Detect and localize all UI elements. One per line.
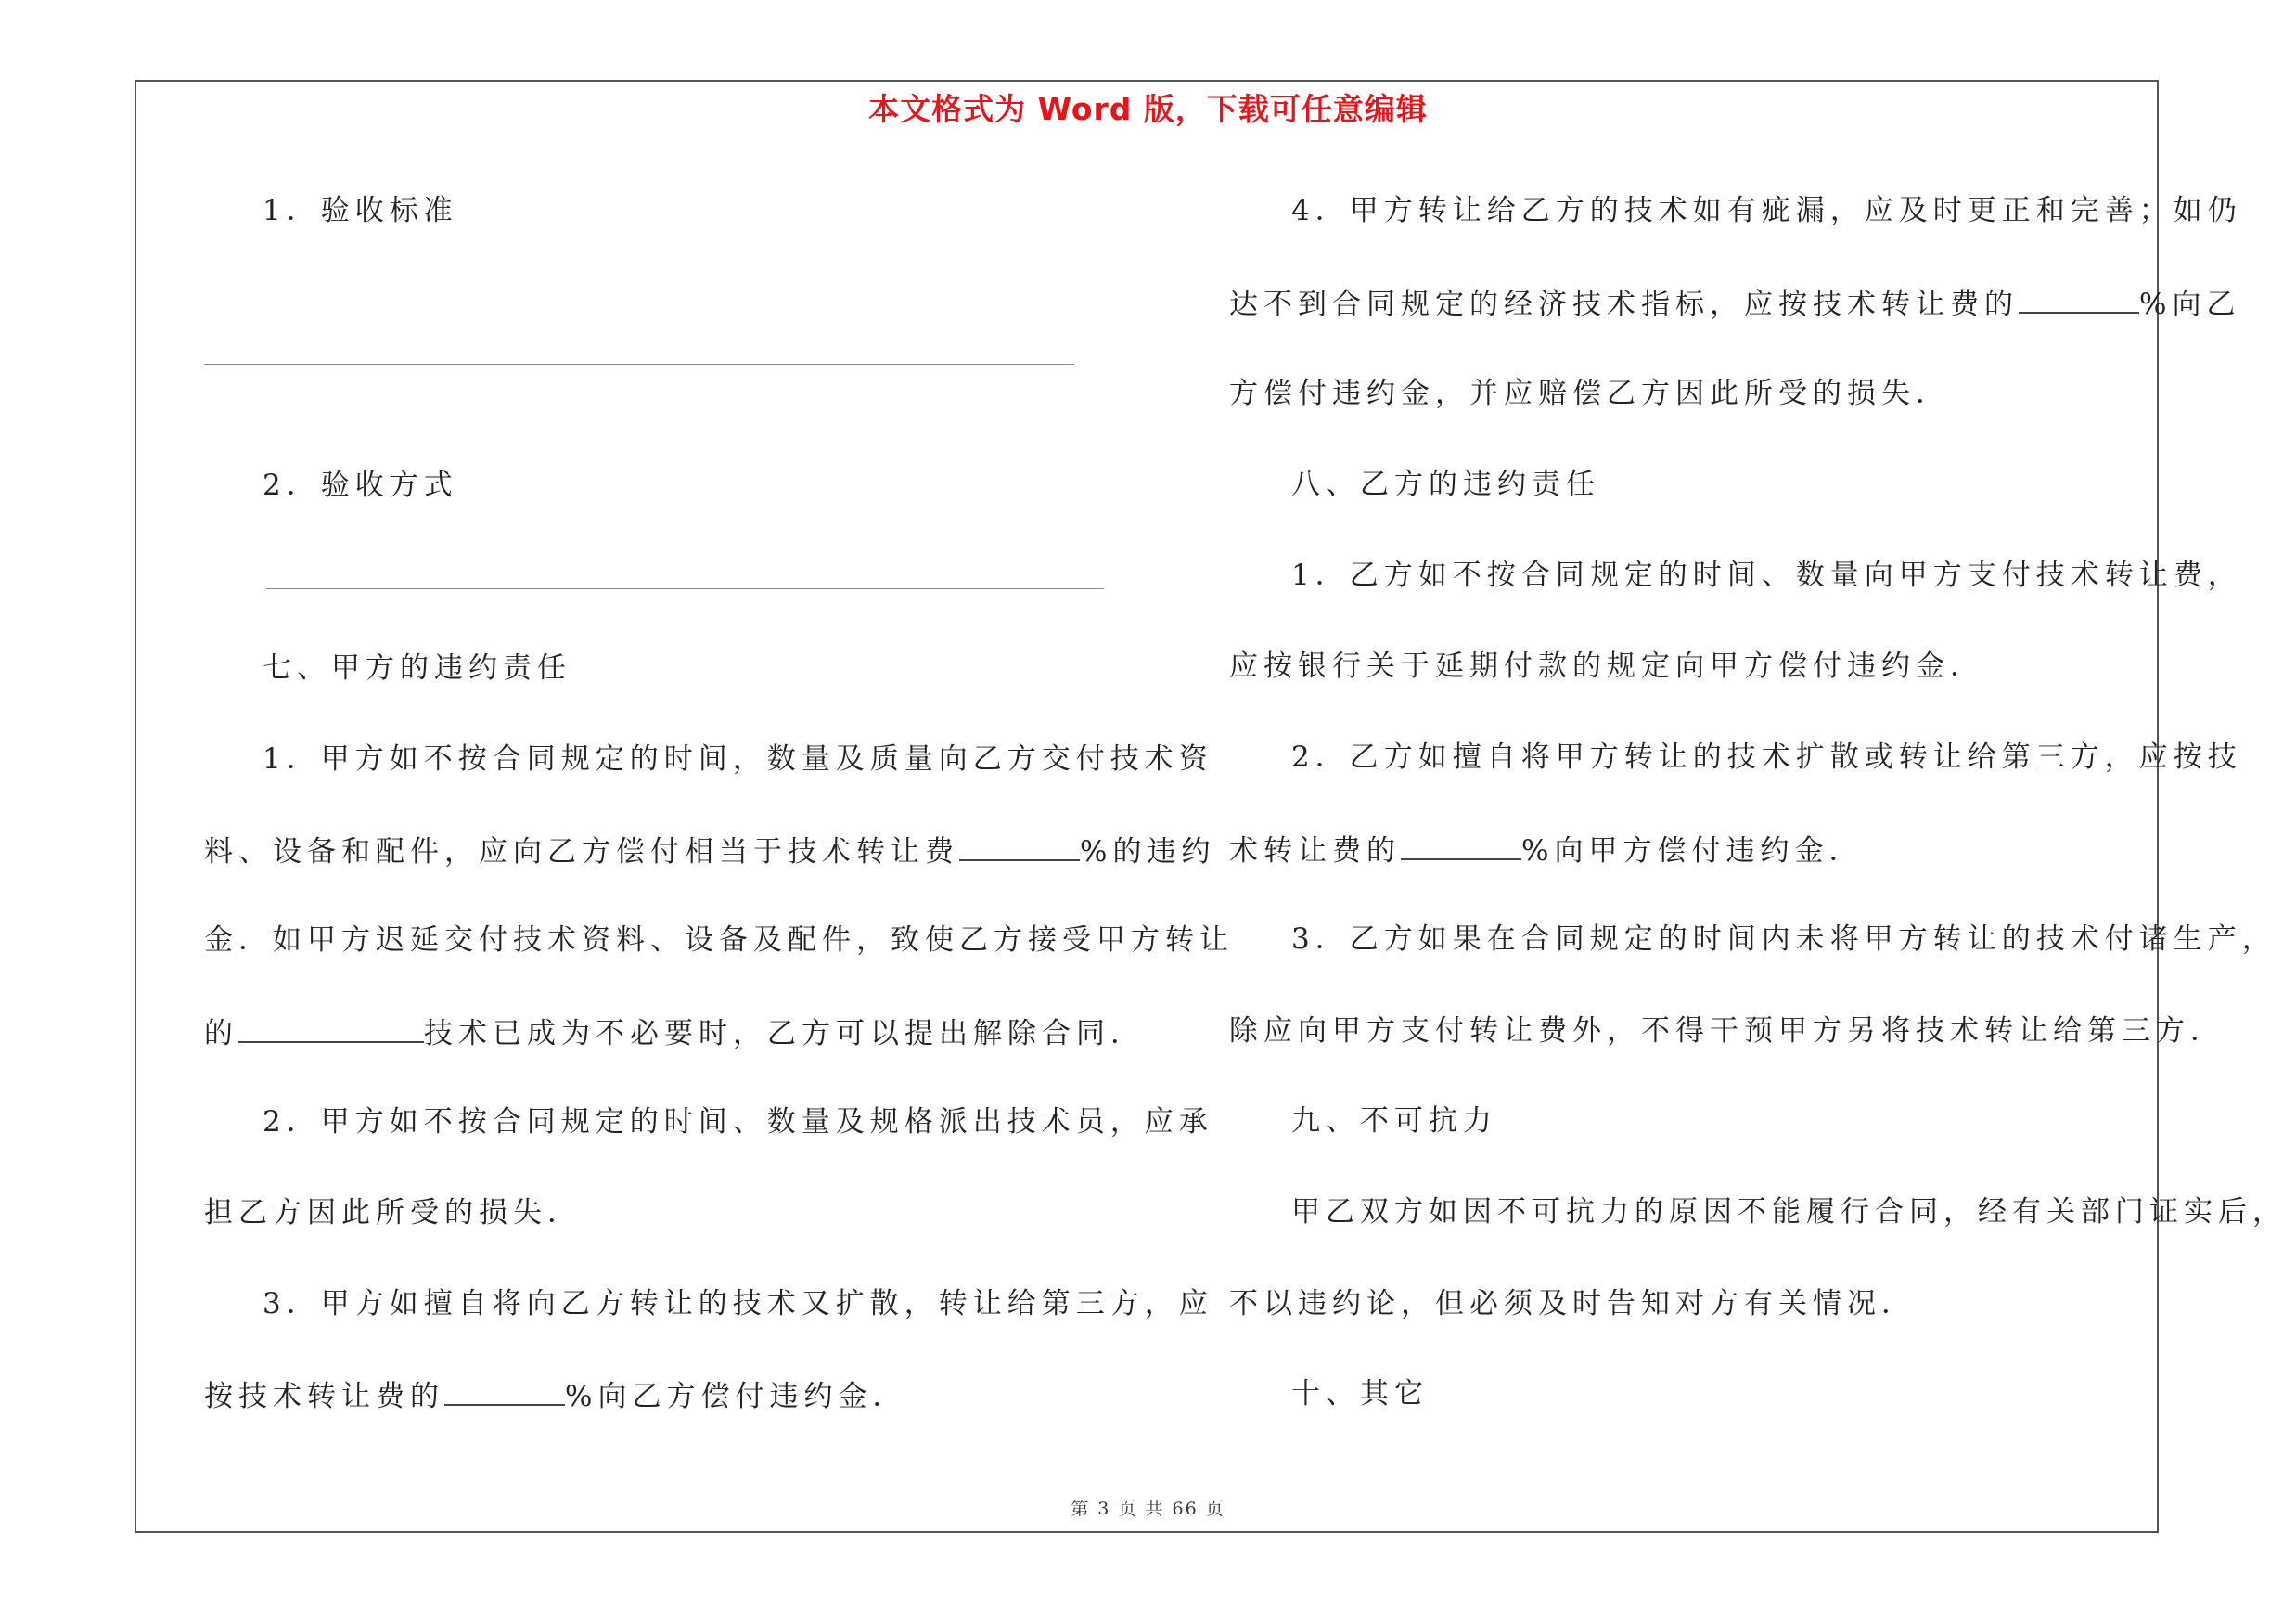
paragraph-line: 2．甲方如不按合同规定的时间、数量及规格派出技术员，应承	[263, 1105, 1213, 1139]
page-number: 第 3 页 共 66 页	[1071, 1499, 1225, 1519]
section-heading-10: 十、其它	[1291, 1377, 1429, 1410]
paragraph-line: 术转让费的 %向甲方偿付违约金．	[1229, 831, 1863, 869]
paragraph-line: 按技术转让费的 %向乙方偿付违约金．	[204, 1376, 906, 1415]
fill-line-method	[266, 588, 1104, 589]
paragraph-line: 担乙方因此所受的损失．	[204, 1196, 582, 1230]
blank-field	[2019, 284, 2139, 314]
document-header: 本文格式为 Word 版，下载可任意编辑	[868, 91, 1428, 127]
paragraph-line: 金．如甲方迟延交付技术资料、设备及配件，致使乙方接受甲方转让	[204, 923, 1234, 957]
paragraph-line: 除应向甲方支付转让费外，不得干预甲方另将技术转让给第三方．	[1229, 1014, 2225, 1048]
paragraph-line: 3．甲方如擅自将向乙方转让的技术又扩散，转让给第三方，应	[263, 1287, 1213, 1320]
paragraph-line: 达不到合同规定的经济技术指标，应按技术转让费的 %向乙	[1229, 284, 2240, 323]
clause-acceptance-standard: 1．验收标准	[263, 194, 458, 227]
paragraph-line: 应按银行关于延期付款的规定向甲方偿付违约金．	[1229, 650, 1984, 683]
paragraph-line: 1．乙方如不按合同规定的时间、数量向甲方支付技术转让费，	[1291, 559, 2242, 592]
paragraph-line: 的 技术已成为不必要时，乙方可以提出解除合同．	[204, 1013, 1145, 1052]
section-heading-8: 八、乙方的违约责任	[1291, 468, 1600, 501]
paragraph-line: 1．甲方如不按合同规定的时间，数量及质量向乙方交付技术资	[263, 742, 1213, 776]
paragraph-line: 甲乙双方如因不可抗力的原因不能履行合同，经有关部门证实后，	[1291, 1195, 2287, 1229]
paragraph-line: 不以违约论，但必须及时告知对方有关情况．	[1229, 1287, 1916, 1320]
paragraph-line: 方偿付违约金，并应赔偿乙方因此所受的损失．	[1229, 377, 1950, 410]
blank-field	[959, 831, 1080, 861]
clause-acceptance-method: 2．验收方式	[263, 469, 458, 502]
paragraph-line: 4．甲方转让给乙方的技术如有疵漏，应及时更正和完善；如仍	[1291, 194, 2242, 227]
blank-field	[1401, 831, 1521, 860]
section-heading-9: 九、不可抗力	[1291, 1104, 1497, 1138]
paragraph-line: 料、设备和配件，应向乙方偿付相当于技术转让费 %的违约	[204, 831, 1215, 870]
fill-line-standard	[204, 364, 1074, 365]
paragraph-line: 3．乙方如果在合同规定的时间内未将甲方转让的技术付诸生产，	[1291, 922, 2277, 956]
section-heading-7: 七、甲方的违约责任	[263, 651, 571, 685]
blank-field	[444, 1376, 565, 1406]
paragraph-line: 2．乙方如擅自将甲方转让的技术扩散或转让给第三方，应按技	[1291, 741, 2242, 774]
blank-field	[238, 1013, 424, 1043]
